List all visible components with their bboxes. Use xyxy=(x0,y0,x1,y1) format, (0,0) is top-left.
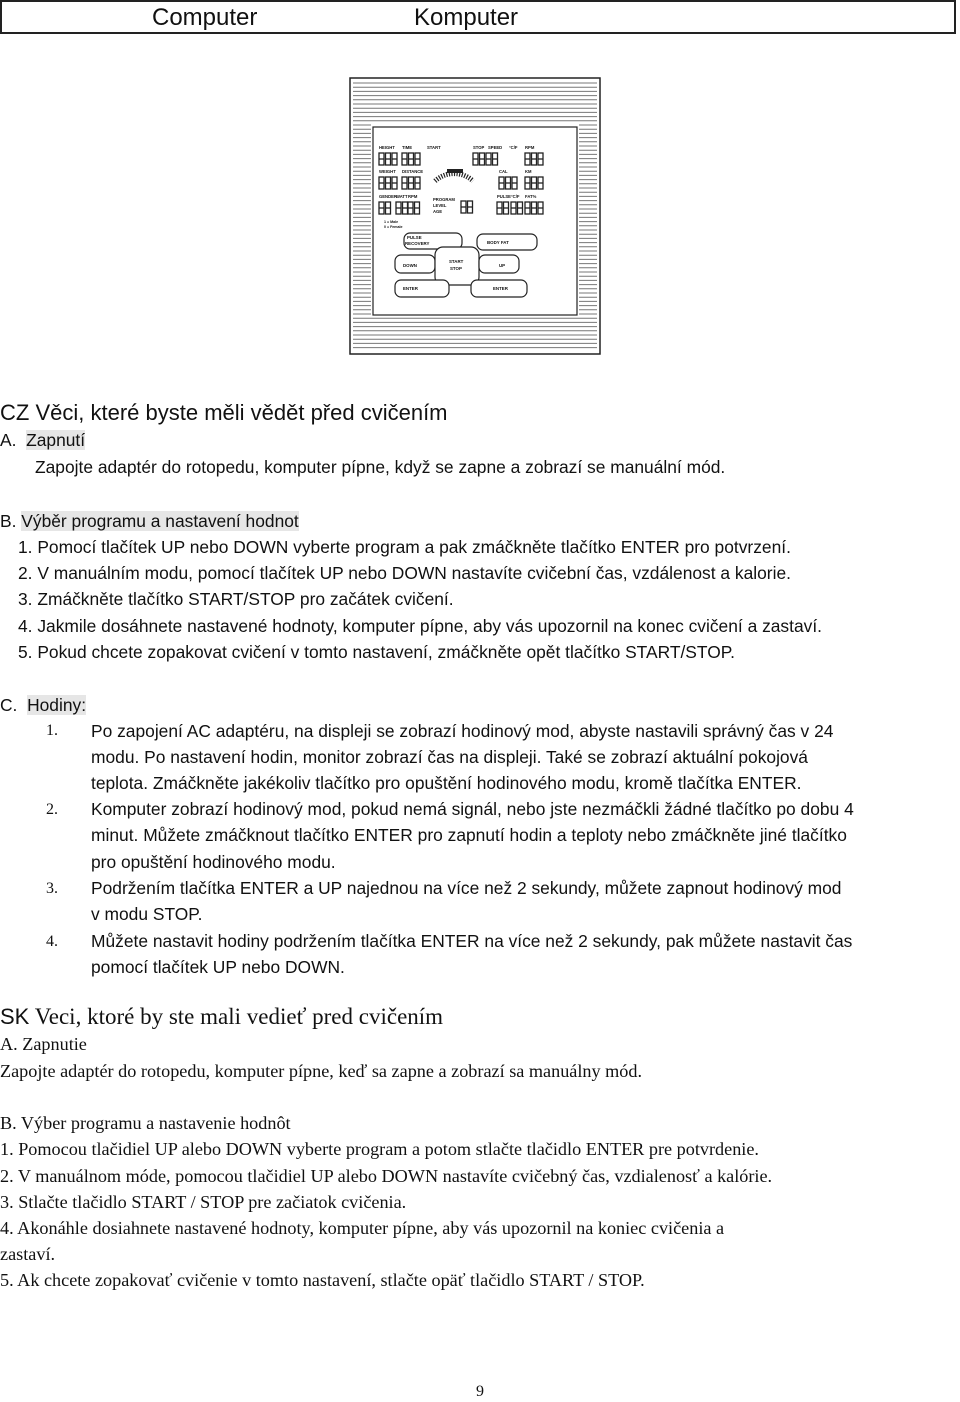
sk-a-title: A. Zapnutie xyxy=(0,1034,87,1054)
label-start-stop-2: STOP xyxy=(450,266,462,271)
cz-b-item-2: 2. V manuálním modu, pomocí tlačítek UP nebo DOWN nastavíte cvičební čas, vzdálenost a kalorie. xyxy=(18,563,791,583)
label-km: KM xyxy=(525,169,532,174)
cz-b-title-text: Výběr programu a nastavení hodnot xyxy=(21,511,299,531)
label-level: LEVEL xyxy=(433,203,447,208)
label-pulse-recovery-2: RECOVERY xyxy=(405,241,430,246)
cz-a-letter: A. xyxy=(0,430,17,450)
cz-b-item-1: 1. Pomocí tlačítek UP nebo DOWN vyberte program a pak zmáčkněte tlačítko ENTER pro potvrzení. xyxy=(18,537,791,557)
cz-c-item-4-line-2: pomocí tlačítek UP nebo DOWN. xyxy=(91,957,345,977)
label-body-fat: BODY FAT xyxy=(487,240,509,245)
label-female: 0 = Female xyxy=(384,225,403,229)
cz-c-title xyxy=(0,695,86,716)
sk-b-line-2: 2. V manuálnom móde, pomocou tlačidiel UP alebo DOWN nastavíte cvičebný čas, vzdialenosť a kalórie. xyxy=(0,1166,773,1186)
cz-c-item-1-line-3: teplota. Zmáčkněte jakékoliv tlačítko pro opuštění hodinového modu, kromě tlačítka ENTER. xyxy=(91,773,802,793)
label-enter-right: ENTER xyxy=(493,286,508,291)
label-enter-left: ENTER xyxy=(403,286,418,291)
page-number: 9 xyxy=(476,1383,484,1400)
cz-c-item-2-line-1: Komputer zobrazí hodinový mod, pokud nemá signál, nebo jste nezmáčkli žádné tlačítko po dobu 4 xyxy=(91,799,854,819)
label-weight: WEIGHT xyxy=(379,169,396,174)
label-program: PROGRAM xyxy=(433,197,455,202)
label-temp-unit: °C/F xyxy=(509,145,518,150)
cz-b-item-5: 5. Pokud chcete zopakovat cvičení v tomto nastavení, zmáčkněte opět tlačítko START/STOP. xyxy=(18,642,735,662)
label-pulse-recovery-1: PULSE xyxy=(407,235,422,240)
cz-a-text: Zapojte adaptér do rotopedu, komputer pípne, když se zapne a zobrazí se manuální mód. xyxy=(35,457,726,477)
sk-b-line-6: 5. Ak chcete zopakovať cvičenie v tomto nastavení, stlačte opäť tlačidlo START / STOP. xyxy=(0,1270,645,1290)
cz-a-title-text: Zapnutí xyxy=(26,430,86,450)
cz-b-item-4: 4. Jakmile dosáhnete nastavené hodnoty, komputer pípne, aby vás upozornil na konec cvičení a zastaví. xyxy=(18,616,822,636)
cz-b-item-3: 3. Zmáčkněte tlačítko START/STOP pro začátek cvičení. xyxy=(18,589,454,609)
label-distance: DISTANCE xyxy=(402,169,424,174)
label-watt: WATT xyxy=(396,194,408,199)
cz-c-letter: C. xyxy=(0,695,18,715)
cz-a-title xyxy=(0,430,85,451)
header-title-english: Computer xyxy=(152,4,258,31)
sk-heading xyxy=(0,1004,443,1030)
computer-console-illustration xyxy=(349,77,601,355)
cz-c-item-1-line-1: Po zapojení AC adaptéru, na displeji se zobrazí hodinový mod, abyste nastavili správný čas v 24 xyxy=(91,721,834,741)
cz-heading-prefix: CZ xyxy=(0,400,30,425)
cz-c-item-2-line-2: minut. Můžete zmáčknout tlačítko ENTER pro zapnutí hodin a teploty nebo zmáčkněte jiné tlačítko xyxy=(91,825,847,845)
label-height: HEIGHT xyxy=(379,145,395,150)
label-stop: STOP xyxy=(473,145,485,150)
label-down: DOWN xyxy=(403,263,417,268)
label-gender: GENDER xyxy=(379,194,397,199)
cz-heading xyxy=(0,400,448,426)
cz-b-letter: B. xyxy=(0,511,17,531)
label-cal: CAL xyxy=(499,169,508,174)
label-bmi: °C/F xyxy=(511,194,520,199)
label-fat-pct: FAT% xyxy=(525,194,537,199)
cz-c-item-4-line-1: Můžete nastavit hodiny podržením tlačítka ENTER na více než 2 sekundy, pak můžete nastavit čas xyxy=(91,931,853,951)
label-start: START xyxy=(427,145,441,150)
sk-b-line-3: 3. Stlačte tlačidlo START / STOP pre začiatok cvičenia. xyxy=(0,1192,407,1212)
cz-c-title-text: Hodiny: xyxy=(27,695,87,715)
label-male: 1 = Male xyxy=(384,220,399,224)
header-bar xyxy=(0,0,956,34)
sk-a-text: Zapojte adaptér do rotopedu, komputer pípne, keď sa zapne a zobrazí sa manuálny mód. xyxy=(0,1061,643,1081)
label-rpm-2: RPM xyxy=(408,194,418,199)
cz-c-item-3-line-2: v modu STOP. xyxy=(91,904,203,924)
label-time: TIME xyxy=(402,145,413,150)
cz-heading-text: Věci, které byste měli vědět před cvičením xyxy=(35,400,448,425)
header-title-czech: Komputer xyxy=(414,4,519,31)
sk-b-line-5: zastaví. xyxy=(0,1244,56,1264)
cz-c-item-2-line-3: pro opuštění hodinového modu. xyxy=(91,852,336,872)
cz-c-item-3-num: 3. xyxy=(46,880,58,897)
cz-c-item-1-line-2: modu. Po nastavení hodin, monitor zobrazí čas na displeji. Také se zobrazí aktuální pokojová xyxy=(91,747,808,767)
cz-c-item-3-line-1: Podržením tlačítka ENTER a UP najednou na více než 2 sekundy, můžete zapnout hodinový mod xyxy=(91,878,842,898)
sk-b-line-1: 1. Pomocou tlačidiel UP alebo DOWN vyberte program a potom stlačte tlačidlo ENTER pre potvrdenie. xyxy=(0,1139,759,1159)
sk-b-line-4: 4. Akonáhle dosiahnete nastavené hodnoty, komputer pípne, aby vás upozornil na koniec cvičenia a xyxy=(0,1218,725,1238)
label-up: UP xyxy=(499,263,506,268)
cz-b-title xyxy=(0,511,299,532)
label-pulse: PULSE xyxy=(497,194,511,199)
sk-heading-prefix: SK xyxy=(0,1004,30,1029)
label-rpm: RPM xyxy=(525,145,535,150)
label-start-stop-1: START xyxy=(449,259,464,264)
cz-c-item-2-num: 2. xyxy=(46,801,58,818)
cz-c-item-1-num: 1. xyxy=(46,722,58,739)
sk-b-title: B. Výber programu a nastavenie hodnôt xyxy=(0,1113,291,1133)
label-age: AGE xyxy=(433,209,443,214)
sk-heading-text: Veci, ktoré by ste mali vedieť pred cvičením xyxy=(34,1004,444,1029)
cz-c-item-4-num: 4. xyxy=(46,933,58,950)
label-speed: SPEED xyxy=(488,145,503,150)
